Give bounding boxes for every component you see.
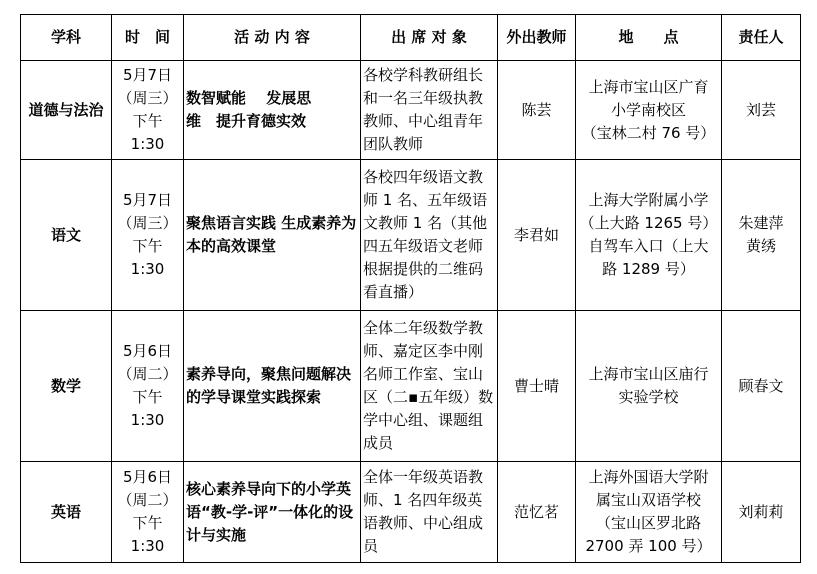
table-row	[21, 311, 801, 462]
clock-text: 下午 1:30	[130, 388, 165, 429]
table-row	[21, 160, 801, 311]
lead-cell: 刘芸	[722, 61, 801, 160]
teacher-cell: 范忆茗	[498, 462, 576, 563]
audience-cell: 全体二年级数学教师、嘉定区李中刚名师工作室、宝山区（二▪五年级）数学中心组、课题组成员	[361, 311, 498, 462]
time-cell	[112, 462, 184, 563]
header-audience: 出 席 对 象	[361, 15, 498, 61]
audience-cell: 各校四年级语文教师 1 名、五年级语文教师 1 名（其他四五年级语文老师根据提供的二维码看直播）	[361, 160, 498, 311]
teacher-cell: 曹士晴	[498, 311, 576, 462]
subject-cell: 英语	[21, 462, 112, 563]
subject-cell: 数学	[21, 311, 112, 462]
clock-text: 下午 1:30	[130, 237, 165, 278]
header-subject: 学科	[21, 15, 112, 61]
activity-cell: 数智赋能 发展思 维 提升育德实效	[184, 61, 361, 160]
weekday-text: （周二）	[117, 365, 178, 383]
location-cell: 上海大学附属小学 （上大路 1265 号） 自驾车入口（上大 路 1289 号）	[576, 160, 722, 311]
header-location: 地 点	[576, 15, 722, 61]
teacher-cell: 陈芸	[498, 61, 576, 160]
lead-cell: 顾春文	[722, 311, 801, 462]
weekday-text: （周三）	[117, 214, 178, 232]
weekday-text: （周二）	[117, 491, 178, 509]
date-text: 5月6日	[122, 468, 173, 486]
time-cell	[112, 311, 184, 462]
table-row	[21, 61, 801, 160]
time-cell	[112, 160, 184, 311]
table-row	[21, 462, 801, 563]
weekday-text: （周三）	[117, 89, 178, 107]
location-cell: 上海市宝山区庙行 实验学校	[576, 311, 722, 462]
audience-cell: 全体一年级英语教师、1 名四年级英语教师、中心组成员	[361, 462, 498, 563]
location-cell: 上海外国语大学附 属宝山双语学校 （宝山区罗北路 2700 弄 100 号）	[576, 462, 722, 563]
audience-cell: 各校学科教研组长和一名三年级执教教师、中心组青年团队教师	[361, 61, 498, 160]
header-teacher: 外出教师	[498, 15, 576, 61]
subject-cell: 道德与法治	[21, 61, 112, 160]
clock-text: 下午 1:30	[130, 514, 165, 555]
date-text: 5月6日	[122, 342, 173, 360]
activity-cell: 聚焦语言实践 生成素养为本的高效课堂	[184, 160, 361, 311]
location-cell: 上海市宝山区广育 小学南校区 （宝林二村 76 号）	[576, 61, 722, 160]
header-row	[21, 15, 801, 61]
date-text: 5月7日	[122, 191, 173, 209]
lead-cell: 刘莉莉	[722, 462, 801, 563]
date-text: 5月7日	[122, 66, 173, 84]
header-lead: 责任人	[722, 15, 801, 61]
header-activity: 活 动 内 容	[184, 15, 361, 61]
teacher-cell: 李君如	[498, 160, 576, 311]
time-cell	[112, 61, 184, 160]
subject-cell: 语文	[21, 160, 112, 311]
header-time: 时 间	[112, 15, 184, 61]
lead-cell: 朱建萍 黄绣	[722, 160, 801, 311]
activity-cell: 素养导向，聚焦问题解决的学导课堂实践探索	[184, 311, 361, 462]
clock-text: 下午 1:30	[130, 112, 165, 153]
schedule-table	[20, 14, 801, 563]
activity-cell: 核心素养导向下的小学英语“教-学-评”一体化的设计与实施	[184, 462, 361, 563]
